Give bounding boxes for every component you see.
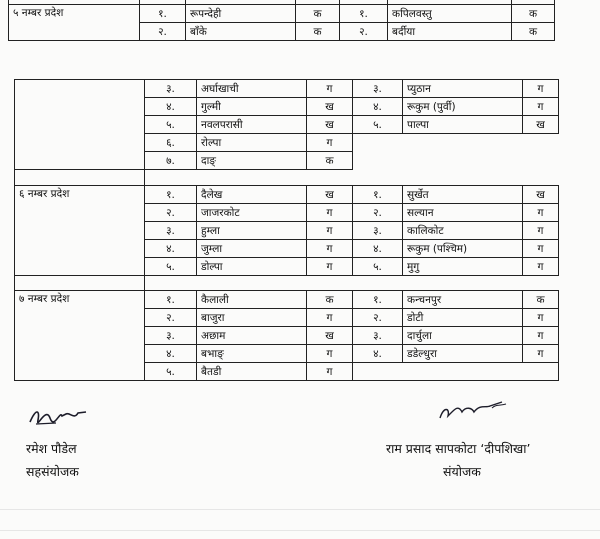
right-signature-scribble (436, 398, 510, 426)
province-5-table-top (8, 0, 555, 41)
district-name: कन्चनपुर (403, 291, 523, 309)
district-name: पाल्पा (403, 116, 523, 134)
district-name: हुम्ला (197, 222, 307, 240)
district-name: जुम्ला (197, 240, 307, 258)
table-row: ५ नम्बर प्रदेश १. रूपन्देही क १. कपिलवस्तु क (9, 5, 555, 23)
district-name: बैतडी (197, 363, 307, 381)
table-row: ४. बभाङ् ग ४. डडेल्धुरा ग (15, 345, 559, 363)
district-name: अछाम (197, 327, 307, 345)
table-row: ७ नम्बर प्रदेश १. कैलाली क १. कन्चनपुर क (15, 291, 559, 309)
right-signatory-title: संयोजक (443, 464, 481, 479)
district-name: डोल्पा (197, 258, 307, 276)
table-row: २. बाँके क २. बर्दीया क (9, 23, 555, 41)
district-name: डोटी (403, 309, 523, 327)
province-label: ६ नम्बर प्रदेश (15, 186, 145, 276)
district-name: जाजरकोट (197, 204, 307, 222)
district-name: कपिलवस्तु (388, 5, 512, 23)
table-row: ४. गुल्मी ख ४. रूकुम (पुर्वी) ग (15, 98, 559, 116)
district-name: मुगु (403, 258, 523, 276)
district-name: प्युठान (403, 80, 523, 98)
district-name: बभाङ् (197, 345, 307, 363)
district-name: रूकुम (पश्चिम) (403, 240, 523, 258)
district-name: अर्घाखाची (197, 80, 307, 98)
province-label: ७ नम्बर प्रदेश (15, 291, 145, 381)
table-row: ४. जुम्ला ग ४. रूकुम (पश्चिम) ग (15, 240, 559, 258)
district-name: सल्यान (403, 204, 523, 222)
district-name: कालिकोट (403, 222, 523, 240)
table-row: ७. दाङ् क (15, 152, 559, 170)
district-name: रूकुम (पुर्वी) (403, 98, 523, 116)
district-name: कैलाली (197, 291, 307, 309)
left-signatory-title: सहसंयोजक (26, 464, 79, 479)
table-row: ३. हुम्ला ग ३. कालिकोट ग (15, 222, 559, 240)
district-name: नवलपरासी (197, 116, 307, 134)
right-signatory-name: राम प्रसाद सापकोटा ‘दीपशिखा’ (386, 441, 531, 456)
table-row: ५. बैतडी ग (15, 363, 559, 381)
table-row: ५. डोल्पा ग ५. मुगु ग (15, 258, 559, 276)
table-row: ३. अछाम ख ३. दार्चुला ग (15, 327, 559, 345)
district-name: दार्चुला (403, 327, 523, 345)
district-name: रोल्पा (197, 134, 307, 152)
district-name: डडेल्धुरा (403, 345, 523, 363)
district-grade-table (14, 79, 559, 381)
district-name: बाँके (186, 23, 296, 41)
table-row: ६. रोल्पा ग (15, 134, 559, 152)
table-row: ५. नवलपरासी ख ५. पाल्पा ख (15, 116, 559, 134)
page-divider (0, 509, 600, 510)
page-divider (0, 530, 600, 531)
district-name: बर्दीया (388, 23, 512, 41)
left-signature-scribble (26, 404, 92, 430)
table-row: २. बाजुरा ग २. डोटी ग (15, 309, 559, 327)
table-row: २. जाजरकोट ग २. सल्यान ग (15, 204, 559, 222)
province-label: ५ नम्बर प्रदेश (9, 5, 140, 41)
district-name: दैलेख (197, 186, 307, 204)
table-row: ६ नम्बर प्रदेश १. दैलेख ख १. सुर्खेत ख (15, 186, 559, 204)
left-signatory-name: रमेश पौडेल (26, 441, 77, 456)
district-name: बाजुरा (197, 309, 307, 327)
table-row: ३. अर्घाखाची ग ३. प्युठान ग (15, 80, 559, 98)
district-name: दाङ् (197, 152, 307, 170)
district-name: गुल्मी (197, 98, 307, 116)
district-name: रूपन्देही (186, 5, 296, 23)
district-name: सुर्खेत (403, 186, 523, 204)
